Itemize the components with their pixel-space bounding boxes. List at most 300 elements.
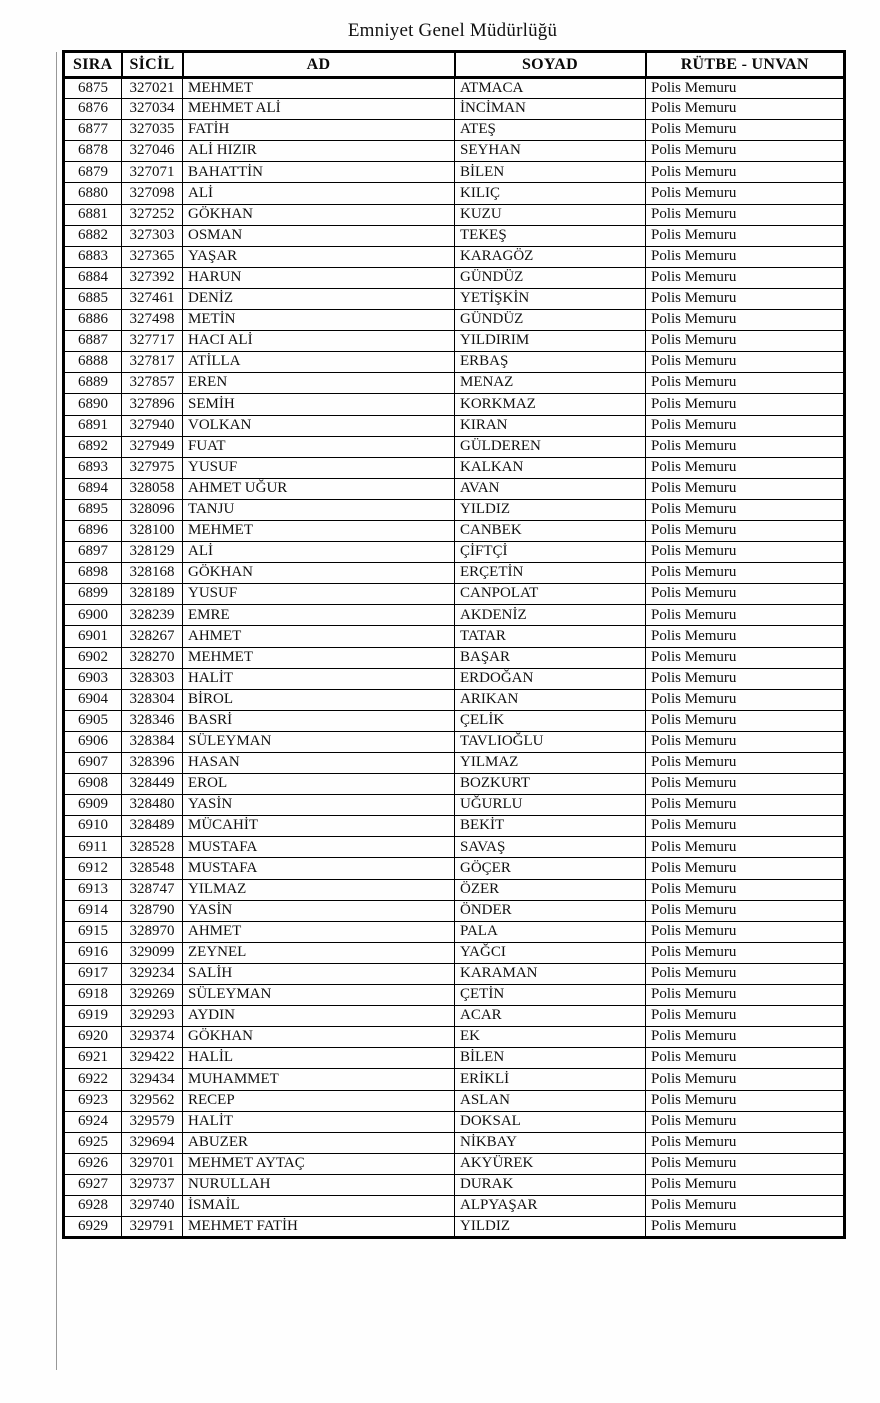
sicil-cell: 328270 <box>122 647 183 668</box>
table-row <box>64 310 845 331</box>
ad-cell: ALİ <box>183 183 455 204</box>
rutbe-unvan-cell: Polis Memuru <box>646 436 845 457</box>
sira-cell: 6902 <box>64 647 122 668</box>
sicil-cell: 327896 <box>122 394 183 415</box>
sira-cell: 6890 <box>64 394 122 415</box>
soyad-cell: KALKAN <box>455 457 646 478</box>
soyad-cell: TAVLIOĞLU <box>455 731 646 752</box>
ad-cell: BAHATTİN <box>183 162 455 183</box>
sira-cell: 6917 <box>64 963 122 984</box>
ad-cell: SÜLEYMAN <box>183 731 455 752</box>
sira-cell: 6877 <box>64 120 122 141</box>
soyad-cell: GÜLDEREN <box>455 436 646 457</box>
sira-cell: 6894 <box>64 478 122 499</box>
sira-cell: 6916 <box>64 942 122 963</box>
rutbe-unvan-cell: Polis Memuru <box>646 1153 845 1174</box>
sira-cell: 6912 <box>64 858 122 879</box>
table-row <box>64 753 845 774</box>
rutbe-unvan-cell: Polis Memuru <box>646 204 845 225</box>
ad-cell: OSMAN <box>183 225 455 246</box>
soyad-cell: CANBEK <box>455 520 646 541</box>
sicil-cell: 329701 <box>122 1153 183 1174</box>
soyad-cell: KORKMAZ <box>455 394 646 415</box>
table-row <box>64 921 845 942</box>
rutbe-unvan-cell: Polis Memuru <box>646 879 845 900</box>
table-row <box>64 668 845 689</box>
column-header-soyad: SOYAD <box>455 52 646 78</box>
rutbe-unvan-cell: Polis Memuru <box>646 331 845 352</box>
sicil-cell: 327975 <box>122 457 183 478</box>
ad-cell: MUSTAFA <box>183 837 455 858</box>
table-row <box>64 288 845 309</box>
sira-cell: 6928 <box>64 1195 122 1216</box>
rutbe-unvan-cell: Polis Memuru <box>646 1048 845 1069</box>
ad-cell: METİN <box>183 310 455 331</box>
ad-cell: YAŞAR <box>183 246 455 267</box>
sira-cell: 6914 <box>64 900 122 921</box>
soyad-cell: TATAR <box>455 626 646 647</box>
sicil-cell: 327949 <box>122 436 183 457</box>
table-row <box>64 204 845 225</box>
soyad-cell: ACAR <box>455 1006 646 1027</box>
rutbe-unvan-cell: Polis Memuru <box>646 1217 845 1238</box>
sira-cell: 6904 <box>64 689 122 710</box>
sicil-cell: 329099 <box>122 942 183 963</box>
ad-cell: HALİT <box>183 1111 455 1132</box>
soyad-cell: SEYHAN <box>455 141 646 162</box>
ad-cell: HALİT <box>183 668 455 689</box>
sira-cell: 6899 <box>64 584 122 605</box>
sicil-cell: 328303 <box>122 668 183 689</box>
ad-cell: AHMET <box>183 921 455 942</box>
ad-cell: BİROL <box>183 689 455 710</box>
soyad-cell: KILIÇ <box>455 183 646 204</box>
soyad-cell: GÜNDÜZ <box>455 267 646 288</box>
rutbe-unvan-cell: Polis Memuru <box>646 246 845 267</box>
sicil-cell: 328189 <box>122 584 183 605</box>
sicil-cell: 328304 <box>122 689 183 710</box>
sira-cell: 6893 <box>64 457 122 478</box>
table-row <box>64 584 845 605</box>
table-row <box>64 1090 845 1111</box>
soyad-cell: KUZU <box>455 204 646 225</box>
rutbe-unvan-cell: Polis Memuru <box>646 1111 845 1132</box>
sicil-cell: 329293 <box>122 1006 183 1027</box>
soyad-cell: ÖNDER <box>455 900 646 921</box>
table-row <box>64 352 845 373</box>
soyad-cell: İNCİMAN <box>455 99 646 120</box>
rutbe-unvan-cell: Polis Memuru <box>646 1195 845 1216</box>
ad-cell: ALİ HIZIR <box>183 141 455 162</box>
sicil-cell: 328129 <box>122 542 183 563</box>
sira-cell: 6882 <box>64 225 122 246</box>
sicil-cell: 328100 <box>122 520 183 541</box>
sicil-cell: 329579 <box>122 1111 183 1132</box>
ad-cell: MUSTAFA <box>183 858 455 879</box>
ad-cell: HACI ALİ <box>183 331 455 352</box>
sicil-cell: 327034 <box>122 99 183 120</box>
soyad-cell: BOZKURT <box>455 774 646 795</box>
personnel-table <box>62 50 846 1239</box>
sira-cell: 6913 <box>64 879 122 900</box>
sicil-cell: 328489 <box>122 816 183 837</box>
table-row <box>64 436 845 457</box>
soyad-cell: BİLEN <box>455 162 646 183</box>
sira-cell: 6929 <box>64 1217 122 1238</box>
ad-cell: BASRİ <box>183 710 455 731</box>
sira-cell: 6880 <box>64 183 122 204</box>
soyad-cell: YILDIZ <box>455 499 646 520</box>
rutbe-unvan-cell: Polis Memuru <box>646 963 845 984</box>
ad-cell: YASİN <box>183 795 455 816</box>
ad-cell: HASAN <box>183 753 455 774</box>
table-row <box>64 563 845 584</box>
sicil-cell: 328096 <box>122 499 183 520</box>
sicil-cell: 328346 <box>122 710 183 731</box>
soyad-cell: BİLEN <box>455 1048 646 1069</box>
ad-cell: MEHMET ALİ <box>183 99 455 120</box>
sira-cell: 6923 <box>64 1090 122 1111</box>
soyad-cell: ATEŞ <box>455 120 646 141</box>
rutbe-unvan-cell: Polis Memuru <box>646 499 845 520</box>
column-header-sicil: SİCİL <box>122 52 183 78</box>
sira-cell: 6879 <box>64 162 122 183</box>
rutbe-unvan-cell: Polis Memuru <box>646 457 845 478</box>
sicil-cell: 329374 <box>122 1027 183 1048</box>
ad-cell: MEHMET AYTAÇ <box>183 1153 455 1174</box>
rutbe-unvan-cell: Polis Memuru <box>646 689 845 710</box>
rutbe-unvan-cell: Polis Memuru <box>646 394 845 415</box>
sira-cell: 6875 <box>64 78 122 99</box>
rutbe-unvan-cell: Polis Memuru <box>646 1174 845 1195</box>
ad-cell: MEHMET FATİH <box>183 1217 455 1238</box>
sira-cell: 6905 <box>64 710 122 731</box>
rutbe-unvan-cell: Polis Memuru <box>646 626 845 647</box>
sira-cell: 6908 <box>64 774 122 795</box>
rutbe-unvan-cell: Polis Memuru <box>646 78 845 99</box>
table-row <box>64 626 845 647</box>
rutbe-unvan-cell: Polis Memuru <box>646 352 845 373</box>
ad-cell: ABUZER <box>183 1132 455 1153</box>
table-row <box>64 605 845 626</box>
rutbe-unvan-cell: Polis Memuru <box>646 1006 845 1027</box>
table-row <box>64 900 845 921</box>
rutbe-unvan-cell: Polis Memuru <box>646 373 845 394</box>
rutbe-unvan-cell: Polis Memuru <box>646 1090 845 1111</box>
table-row <box>64 478 845 499</box>
rutbe-unvan-cell: Polis Memuru <box>646 858 845 879</box>
table-row <box>64 879 845 900</box>
sicil-cell: 329737 <box>122 1174 183 1195</box>
ad-cell: YASİN <box>183 900 455 921</box>
sira-cell: 6921 <box>64 1048 122 1069</box>
sicil-cell: 327392 <box>122 267 183 288</box>
rutbe-unvan-cell: Polis Memuru <box>646 225 845 246</box>
sicil-cell: 327252 <box>122 204 183 225</box>
soyad-cell: KIRAN <box>455 415 646 436</box>
rutbe-unvan-cell: Polis Memuru <box>646 816 845 837</box>
ad-cell: GÖKHAN <box>183 563 455 584</box>
rutbe-unvan-cell: Polis Memuru <box>646 710 845 731</box>
sira-cell: 6889 <box>64 373 122 394</box>
soyad-cell: ALPYAŞAR <box>455 1195 646 1216</box>
soyad-cell: NİKBAY <box>455 1132 646 1153</box>
sira-cell: 6878 <box>64 141 122 162</box>
sira-cell: 6891 <box>64 415 122 436</box>
column-header-rutbe-unvan: RÜTBE - UNVAN <box>646 52 845 78</box>
sira-cell: 6900 <box>64 605 122 626</box>
soyad-cell: ERBAŞ <box>455 352 646 373</box>
soyad-cell: GÖÇER <box>455 858 646 879</box>
soyad-cell: ARIKAN <box>455 689 646 710</box>
table-row <box>64 816 845 837</box>
sira-cell: 6919 <box>64 1006 122 1027</box>
sicil-cell: 328239 <box>122 605 183 626</box>
sicil-cell: 328058 <box>122 478 183 499</box>
ad-cell: AYDIN <box>183 1006 455 1027</box>
table-row <box>64 1217 845 1238</box>
rutbe-unvan-cell: Polis Memuru <box>646 1027 845 1048</box>
rutbe-unvan-cell: Polis Memuru <box>646 900 845 921</box>
sicil-cell: 328548 <box>122 858 183 879</box>
sicil-cell: 329740 <box>122 1195 183 1216</box>
rutbe-unvan-cell: Polis Memuru <box>646 753 845 774</box>
ad-cell: FUAT <box>183 436 455 457</box>
soyad-cell: MENAZ <box>455 373 646 394</box>
soyad-cell: ERÇETİN <box>455 563 646 584</box>
sira-cell: 6884 <box>64 267 122 288</box>
ad-cell: HALİL <box>183 1048 455 1069</box>
soyad-cell: DOKSAL <box>455 1111 646 1132</box>
ad-cell: MEHMET <box>183 647 455 668</box>
table-row <box>64 647 845 668</box>
table-row <box>64 394 845 415</box>
table-row <box>64 183 845 204</box>
sicil-cell: 327035 <box>122 120 183 141</box>
soyad-cell: UĞURLU <box>455 795 646 816</box>
soyad-cell: YILDIZ <box>455 1217 646 1238</box>
table-row <box>64 162 845 183</box>
sira-cell: 6897 <box>64 542 122 563</box>
ad-cell: VOLKAN <box>183 415 455 436</box>
table-body <box>64 78 845 1238</box>
sira-cell: 6903 <box>64 668 122 689</box>
rutbe-unvan-cell: Polis Memuru <box>646 415 845 436</box>
sira-cell: 6926 <box>64 1153 122 1174</box>
rutbe-unvan-cell: Polis Memuru <box>646 288 845 309</box>
table-row <box>64 942 845 963</box>
soyad-cell: ÇELİK <box>455 710 646 731</box>
sira-cell: 6911 <box>64 837 122 858</box>
sira-cell: 6888 <box>64 352 122 373</box>
sicil-cell: 328790 <box>122 900 183 921</box>
table-row <box>64 120 845 141</box>
ad-cell: YILMAZ <box>183 879 455 900</box>
soyad-cell: YILMAZ <box>455 753 646 774</box>
soyad-cell: ÇİFTÇİ <box>455 542 646 563</box>
rutbe-unvan-cell: Polis Memuru <box>646 1132 845 1153</box>
ad-cell: ALİ <box>183 542 455 563</box>
ad-cell: SÜLEYMAN <box>183 985 455 1006</box>
sicil-cell: 327857 <box>122 373 183 394</box>
sicil-cell: 327071 <box>122 162 183 183</box>
sicil-cell: 328396 <box>122 753 183 774</box>
sira-cell: 6896 <box>64 520 122 541</box>
soyad-cell: KARAGÖZ <box>455 246 646 267</box>
soyad-cell: KARAMAN <box>455 963 646 984</box>
rutbe-unvan-cell: Polis Memuru <box>646 985 845 1006</box>
sira-cell: 6924 <box>64 1111 122 1132</box>
sicil-cell: 328528 <box>122 837 183 858</box>
soyad-cell: ATMACA <box>455 78 646 99</box>
soyad-cell: SAVAŞ <box>455 837 646 858</box>
ad-cell: İSMAİL <box>183 1195 455 1216</box>
ad-cell: MEHMET <box>183 78 455 99</box>
rutbe-unvan-cell: Polis Memuru <box>646 921 845 942</box>
rutbe-unvan-cell: Polis Memuru <box>646 267 845 288</box>
table-row <box>64 246 845 267</box>
sicil-cell: 328449 <box>122 774 183 795</box>
rutbe-unvan-cell: Polis Memuru <box>646 668 845 689</box>
table-row <box>64 267 845 288</box>
sira-cell: 6876 <box>64 99 122 120</box>
sira-cell: 6909 <box>64 795 122 816</box>
sira-cell: 6901 <box>64 626 122 647</box>
sicil-cell: 329269 <box>122 985 183 1006</box>
table-row <box>64 731 845 752</box>
ad-cell: TANJU <box>183 499 455 520</box>
sira-cell: 6915 <box>64 921 122 942</box>
table-row <box>64 499 845 520</box>
table-row <box>64 1153 845 1174</box>
ad-cell: DENİZ <box>183 288 455 309</box>
soyad-cell: ÇETİN <box>455 985 646 1006</box>
rutbe-unvan-cell: Polis Memuru <box>646 1069 845 1090</box>
table-row <box>64 141 845 162</box>
sira-cell: 6927 <box>64 1174 122 1195</box>
rutbe-unvan-cell: Polis Memuru <box>646 520 845 541</box>
table-row <box>64 520 845 541</box>
table-row <box>64 710 845 731</box>
sira-cell: 6886 <box>64 310 122 331</box>
sicil-cell: 327461 <box>122 288 183 309</box>
sicil-cell: 329694 <box>122 1132 183 1153</box>
sicil-cell: 329562 <box>122 1090 183 1111</box>
rutbe-unvan-cell: Polis Memuru <box>646 183 845 204</box>
rutbe-unvan-cell: Polis Memuru <box>646 120 845 141</box>
table-row <box>64 795 845 816</box>
sira-cell: 6881 <box>64 204 122 225</box>
sicil-cell: 329234 <box>122 963 183 984</box>
sicil-cell: 328480 <box>122 795 183 816</box>
rutbe-unvan-cell: Polis Memuru <box>646 162 845 183</box>
soyad-cell: AKDENİZ <box>455 605 646 626</box>
soyad-cell: ERDOĞAN <box>455 668 646 689</box>
ad-cell: FATİH <box>183 120 455 141</box>
table-row <box>64 1006 845 1027</box>
table-row <box>64 1132 845 1153</box>
sira-cell: 6887 <box>64 331 122 352</box>
table-row <box>64 542 845 563</box>
sicil-cell: 327098 <box>122 183 183 204</box>
ad-cell: NURULLAH <box>183 1174 455 1195</box>
sira-cell: 6906 <box>64 731 122 752</box>
sicil-cell: 327365 <box>122 246 183 267</box>
rutbe-unvan-cell: Polis Memuru <box>646 478 845 499</box>
sira-cell: 6907 <box>64 753 122 774</box>
sicil-cell: 327817 <box>122 352 183 373</box>
ad-cell: MEHMET <box>183 520 455 541</box>
ad-cell: HARUN <box>183 267 455 288</box>
sira-cell: 6918 <box>64 985 122 1006</box>
soyad-cell: ERİKLİ <box>455 1069 646 1090</box>
sira-cell: 6895 <box>64 499 122 520</box>
sicil-cell: 329434 <box>122 1069 183 1090</box>
ad-cell: GÖKHAN <box>183 1027 455 1048</box>
rutbe-unvan-cell: Polis Memuru <box>646 584 845 605</box>
rutbe-unvan-cell: Polis Memuru <box>646 795 845 816</box>
rutbe-unvan-cell: Polis Memuru <box>646 563 845 584</box>
sira-cell: 6898 <box>64 563 122 584</box>
soyad-cell: YILDIRIM <box>455 331 646 352</box>
soyad-cell: AKYÜREK <box>455 1153 646 1174</box>
sira-cell: 6892 <box>64 436 122 457</box>
rutbe-unvan-cell: Polis Memuru <box>646 310 845 331</box>
ad-cell: YUSUF <box>183 457 455 478</box>
sicil-cell: 328267 <box>122 626 183 647</box>
sira-cell: 6920 <box>64 1027 122 1048</box>
ad-cell: ATİLLA <box>183 352 455 373</box>
soyad-cell: BEKİT <box>455 816 646 837</box>
sicil-cell: 329791 <box>122 1217 183 1238</box>
table-row <box>64 858 845 879</box>
ad-cell: MUHAMMET <box>183 1069 455 1090</box>
ad-cell: EROL <box>183 774 455 795</box>
ad-cell: AHMET UĞUR <box>183 478 455 499</box>
ad-cell: EMRE <box>183 605 455 626</box>
table-row <box>64 1111 845 1132</box>
soyad-cell: CANPOLAT <box>455 584 646 605</box>
sira-cell: 6910 <box>64 816 122 837</box>
sicil-cell: 329422 <box>122 1048 183 1069</box>
sira-cell: 6925 <box>64 1132 122 1153</box>
sira-cell: 6885 <box>64 288 122 309</box>
soyad-cell: PALA <box>455 921 646 942</box>
soyad-cell: AVAN <box>455 478 646 499</box>
sicil-cell: 328168 <box>122 563 183 584</box>
table-row <box>64 689 845 710</box>
table-row <box>64 985 845 1006</box>
rutbe-unvan-cell: Polis Memuru <box>646 837 845 858</box>
sicil-cell: 327940 <box>122 415 183 436</box>
rutbe-unvan-cell: Polis Memuru <box>646 647 845 668</box>
rutbe-unvan-cell: Polis Memuru <box>646 99 845 120</box>
ad-cell: SALİH <box>183 963 455 984</box>
ad-cell: RECEP <box>183 1090 455 1111</box>
table-row <box>64 837 845 858</box>
table-row <box>64 373 845 394</box>
table-row <box>64 457 845 478</box>
soyad-cell: BAŞAR <box>455 647 646 668</box>
sicil-cell: 327303 <box>122 225 183 246</box>
table-row <box>64 963 845 984</box>
table-row <box>64 1174 845 1195</box>
sicil-cell: 327717 <box>122 331 183 352</box>
table-row <box>64 225 845 246</box>
rutbe-unvan-cell: Polis Memuru <box>646 605 845 626</box>
ad-cell: SEMİH <box>183 394 455 415</box>
soyad-cell: EK <box>455 1027 646 1048</box>
